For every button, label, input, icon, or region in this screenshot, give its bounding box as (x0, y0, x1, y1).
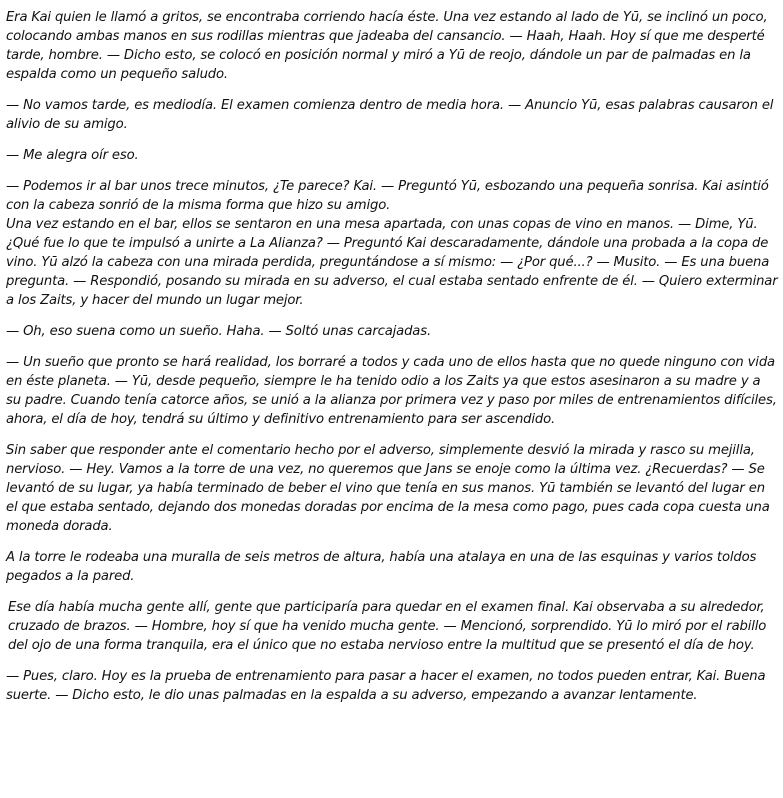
paragraph-5: Una vez estando en el bar, ellos se sentaron en una mesa apartada, con unas copas de vino en manos. — Dime, Yū. ¿Qué fue lo que te impulsó a unirte a La Alianza? — Preguntó Kai descaradamente, dándole una probada a la copa de vino. Yū alzó la cabeza con una mirada perdida, preguntándose a sí mismo: — ¿Por qué...? — Musito. — Es una buena pregunta. — Respondió, posando su mirada en su adverso, el cual estaba sentado enfrente de él. — Quiero exterminar a los Zaits, y hacer del mundo un lugar mejor. (6, 217, 778, 308)
document-body (6, 8, 778, 717)
paragraph-3: — Me alegra oír eso. (6, 148, 139, 163)
paragraph-11: — Pues, claro. Hoy es la prueba de entrenamiento para pasar a hacer el examen, no todos pueden entrar, Kai. Buena suerte. — Dicho esto, le dio unas palmadas en la espalda a su adverso, empezando a avanzar lentamente. (6, 669, 766, 703)
paragraph-4: — Podemos ir al bar unos trece minutos, ¿Te parece? Kai. — Preguntó Yū, esbozando una pequeña sonrisa. Kai asintió con la cabeza sonrió de la misma forma que hizo su amigo. (6, 179, 769, 213)
paragraph-1: Era Kai quien le llamó a gritos, se encontraba corriendo hacía éste. Una vez estando al lado de Yū, se inclinó un poco, colocando ambas manos en sus rodillas mientras que jadeaba del cansancio. — Haah, Haah. Hoy sí que me desperté tarde, hombre. — Dicho esto, se colocó en posición normal y miró a Yū de reojo, dándole un par de palmadas en la espalda como un pequeño saludo. (6, 10, 768, 82)
paragraph-7: — Un sueño que pronto se hará realidad, los borraré a todos y cada uno de ellos hasta que no quede ninguno con vida en éste planeta. — Yū, desde pequeño, siempre le ha tenido odio a los Zaits ya que estos asesinaron a su madre y a su padre. Cuando tenía catorce años, se unió a la alianza por primera vez y paso por miles de entrenamientos difíciles, ahora, el día de hoy, tendrá su último y definitivo entrenamiento para ser ascendido. (6, 355, 777, 427)
paragraph-6: — Oh, eso suena como un sueño. Haha. — Soltó unas carcajadas. (6, 324, 431, 339)
paragraph-10: Ese día había mucha gente allí, gente que participaría para quedar en el examen final. Kai observaba a su alrededor, cruzado de brazos. — Hombre, hoy sí que ha venido mucha gente. — Mencionó, sorprendido. Yū lo miró por el rabillo del ojo de una forma tranquila, era el único que no estaba nervioso entre la multitud que se presentó el día de hoy. (8, 600, 767, 653)
paragraph-2: — No vamos tarde, es mediodía. El examen comienza dentro de media hora. — Anuncio Yū, esas palabras causaron el alivio de su amigo. (6, 98, 774, 132)
paragraph-9: A la torre le rodeaba una muralla de seis metros de altura, había una atalaya en una de las esquinas y varios toldos pegados a la pared. (6, 550, 757, 584)
paragraph-8: Sin saber que responder ante el comentario hecho por el adverso, simplemente desvió la mirada y rasco su mejilla, nervioso. — Hey. Vamos a la torre de una vez, no queremos que Jans se enoje como la última vez. ¿Recuerdas? — Se levantó de su lugar, ya había terminado de beber el vino que tenía en sus manos. Yū también se levantó del lugar en el que estaba sentado, dejando dos monedas doradas por encima de la mesa como pago, pues cada copa cuesta una moneda dorada. (6, 443, 770, 534)
